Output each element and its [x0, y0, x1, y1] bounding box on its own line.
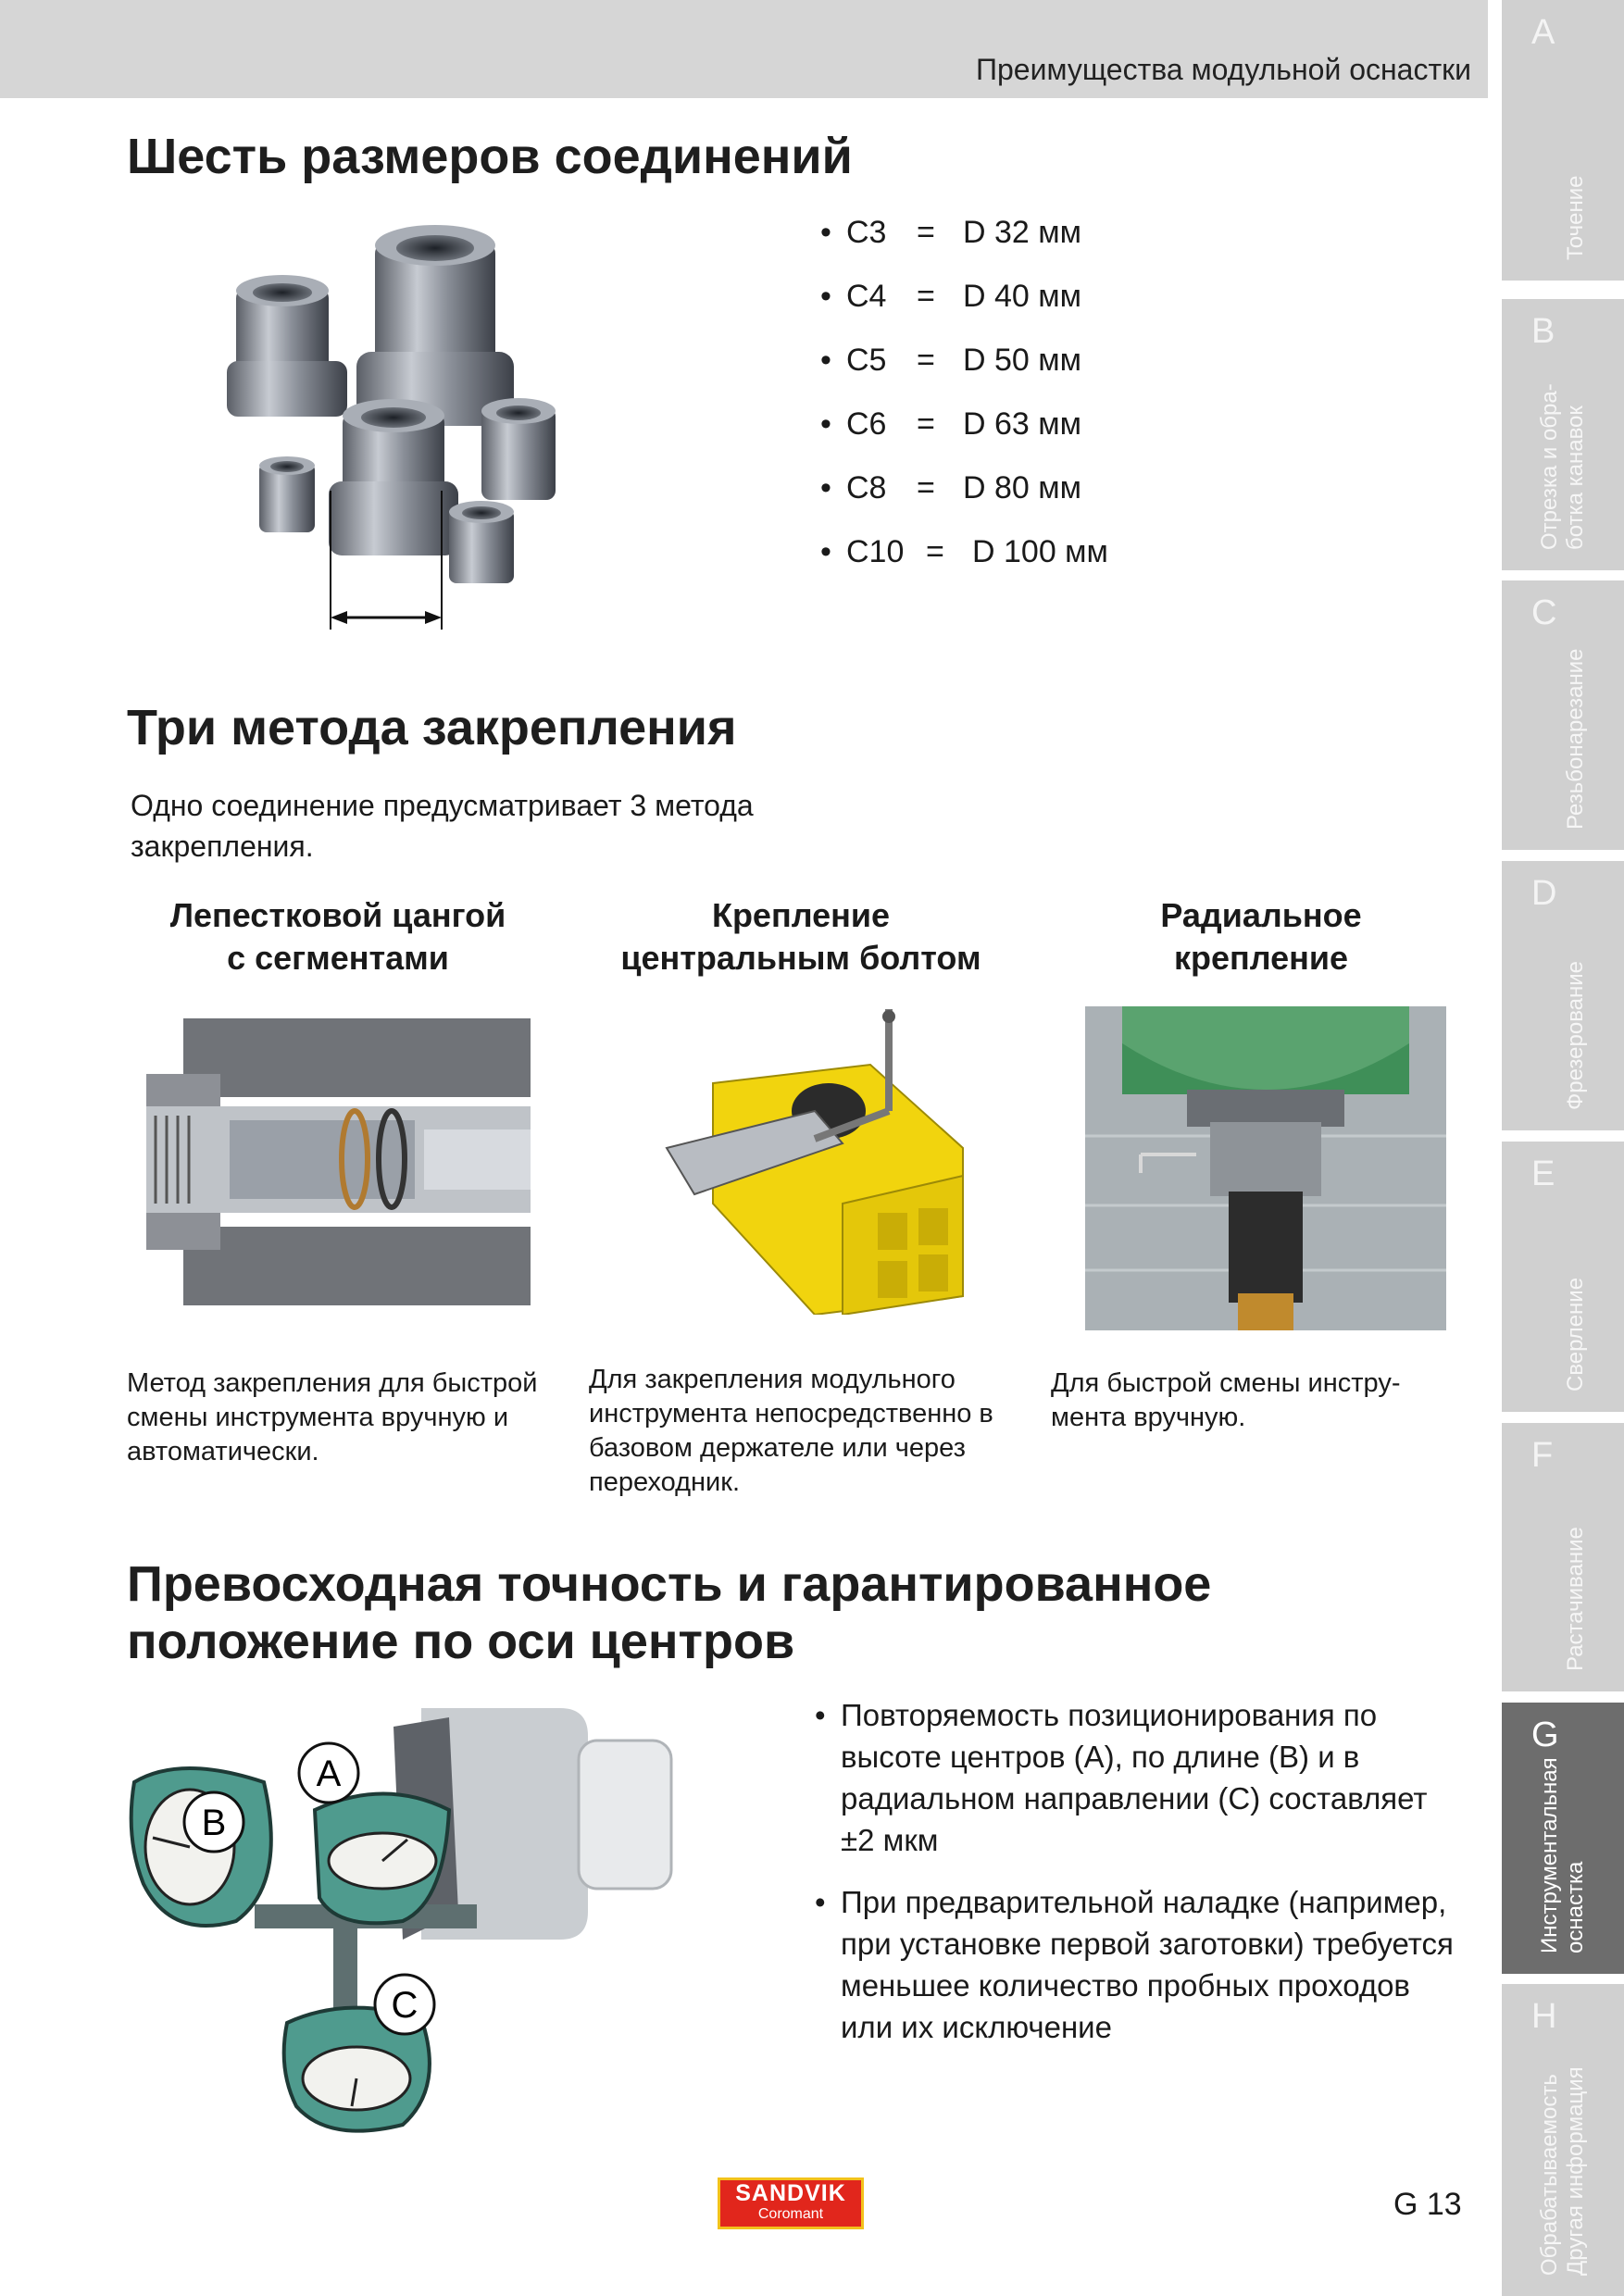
sandvik-logo: SANDVIK Coromant [718, 2177, 864, 2229]
method-text-radial: Для быстрой смены инструмента вручную. [1051, 1368, 1401, 1432]
tab-label: Точение [1563, 175, 1588, 260]
method-text-collet: Метод закрепления для быстрой смены инструмента вручную и автоматически. [127, 1368, 538, 1466]
sizes-title: Шесть размеров соединений [127, 129, 853, 184]
list-item: • C3 = D 32 мм [820, 215, 1108, 279]
tab-label: Резьбонарезание [1563, 648, 1588, 830]
method-heading-bolt: Крепление центральным болтом [620, 896, 981, 977]
label-a: A [316, 1753, 342, 1794]
method-heading-collet: Лепестковой цангой с сегментами [169, 896, 506, 977]
methods-intro: Одно соединение предусматривает 3 метода закрепления. [131, 789, 754, 863]
collet-cutaway-image [146, 1018, 531, 1305]
tab-letter: B [1531, 312, 1555, 351]
list-item: • C10 = D 100 мм [820, 534, 1108, 598]
list-item: • C6 = D 63 мм [820, 406, 1108, 470]
tab-letter: A [1531, 13, 1555, 52]
tab-label: Фрезерование [1563, 960, 1588, 1110]
label-c: C [391, 1985, 418, 2026]
radial-clamp-image [1085, 1006, 1446, 1330]
tab-label: Сверление [1563, 1277, 1588, 1391]
tab-e[interactable] [1502, 1142, 1624, 1412]
header-band [0, 0, 1488, 98]
tab-a[interactable] [1502, 0, 1624, 281]
method-text-bolt: Для закрепления модульного инструмента непосредственно в базовом держателе или через переходник. [589, 1365, 993, 1497]
page-number: G 13 [1393, 2187, 1462, 2222]
tab-letter: G [1531, 1716, 1559, 1754]
tab-g[interactable] [1502, 1703, 1624, 1974]
tab-label: Отрезка и обра- ботка канавок [1537, 383, 1588, 550]
tab-label: Обрабатываемость Другая информация [1537, 2066, 1588, 2276]
sizes-list [820, 215, 1108, 598]
tab-label: Инструментальная оснастка [1537, 1757, 1588, 1953]
list-item: • При предварительной наладке (например, при установке первой заготовки) требуется меньшее количество пробных проходов или их исключение [815, 1881, 1463, 2048]
list-item: • C5 = D 50 мм [820, 343, 1108, 406]
chapter-tabs [1502, 0, 1624, 2296]
tab-letter: H [1531, 1997, 1557, 2036]
tab-h[interactable] [1502, 1984, 1624, 2296]
tab-d[interactable] [1502, 861, 1624, 1130]
list-item: • C8 = D 80 мм [820, 470, 1108, 534]
tab-f[interactable] [1502, 1423, 1624, 1691]
tab-label: Растачивание [1563, 1527, 1588, 1671]
tab-b[interactable] [1502, 299, 1624, 570]
coupling-photo [227, 213, 616, 634]
label-b: B [201, 1803, 227, 1843]
methods-title: Три метода закрепления [127, 700, 737, 755]
header-title: Преимущества модульной оснастки [975, 53, 1471, 86]
precision-title: Превосходная точность и гарантированное положение по оси центров [127, 1556, 1212, 1669]
dial-gauges-image [125, 1699, 699, 2143]
list-item: • Повторяемость позиционирования по высоте центров (A), по длине (B) и в радиальном направлении (C) составляет ±2 мкм [815, 1694, 1463, 1861]
tab-c[interactable] [1502, 580, 1624, 850]
precision-list [815, 1694, 1463, 2068]
central-bolt-image [657, 1009, 977, 1315]
tab-letter: E [1531, 1154, 1555, 1193]
tab-letter: F [1531, 1436, 1554, 1475]
tab-letter: C [1531, 593, 1557, 632]
tab-letter: D [1531, 874, 1557, 913]
list-item: • C4 = D 40 мм [820, 279, 1108, 343]
method-heading-radial: Радиальное крепление [1160, 896, 1362, 977]
